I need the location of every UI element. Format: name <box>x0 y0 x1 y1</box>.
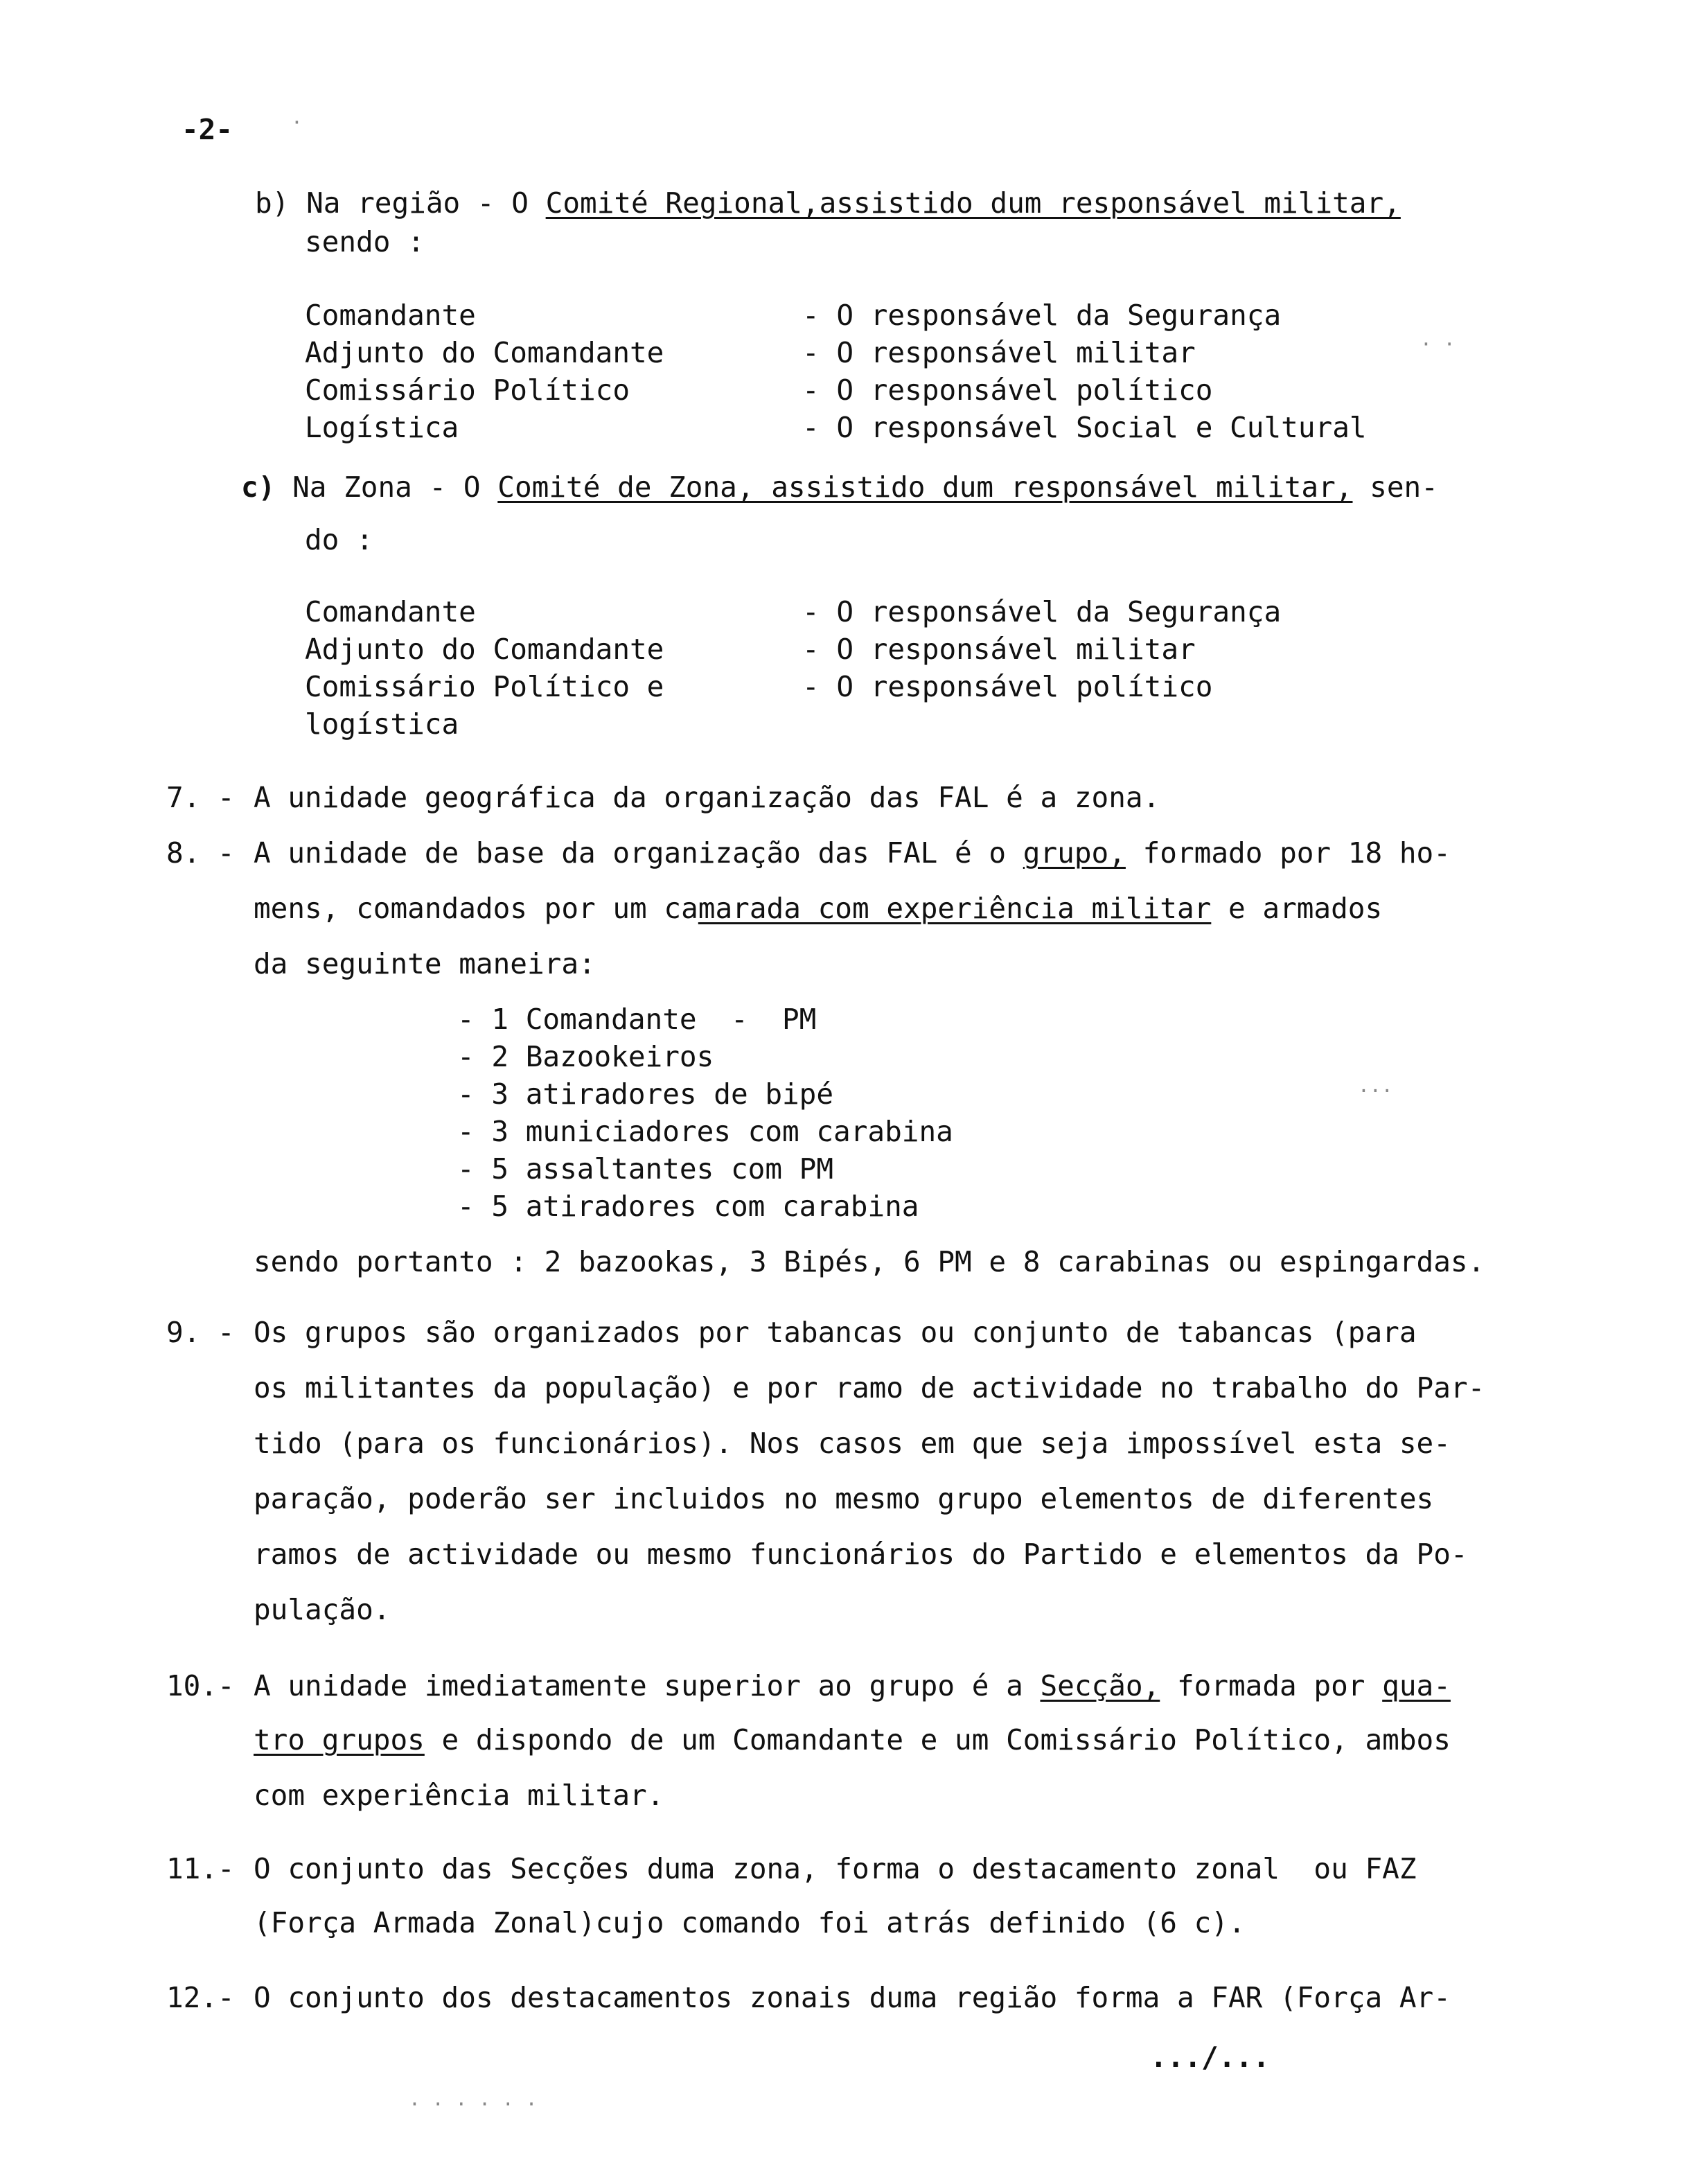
item-text: A unidade geográfica da organização das FAL é a zona. <box>254 781 1160 814</box>
section-b-role-left: Comissário Político <box>305 373 630 407</box>
item-number: 8. - <box>166 836 235 870</box>
item-9-line: tido (para os funcionários). Nos casos em que seja impossível esta se- <box>254 1427 1451 1460</box>
continuation-mark: .../... <box>1150 2041 1270 2074</box>
section-c-line1 <box>241 468 1438 506</box>
section-c-lead: Na Zona - O <box>292 470 498 504</box>
underlined-run: grupo, <box>1023 836 1126 870</box>
section-b-marker: b) <box>255 186 290 220</box>
section-c-role-left: Adjunto do Comandante <box>305 633 664 666</box>
item-10-line3: com experiência militar. <box>254 1779 664 1812</box>
composition-line: - 5 atiradores com carabina <box>457 1190 919 1223</box>
scan-speck: · · <box>1420 333 1456 355</box>
item-number: 9. - <box>166 1316 235 1349</box>
section-c-role-left: Comissário Político e <box>305 670 664 703</box>
section-b-role-left: Comandante <box>305 299 476 332</box>
section-c-marker: c) <box>241 470 276 504</box>
section-c-role-right: - O responsável político <box>802 670 1213 703</box>
item-9-line: paração, poderão ser incluidos no mesmo grupo elementos de diferentes <box>254 1482 1434 1515</box>
scan-speck: ... <box>1358 1074 1393 1097</box>
text-run: formado por 18 ho- <box>1125 836 1451 870</box>
item-number: 7. - <box>166 781 235 814</box>
item-9-line: ramos de actividade ou mesmo funcionários do Partido e elementos da Po- <box>254 1538 1468 1571</box>
item-number: 10.- <box>166 1669 235 1702</box>
section-b-continuation: sendo : <box>305 225 425 258</box>
item-9-line: os militantes da população) e por ramo de actividade no trabalho do Par- <box>254 1371 1485 1404</box>
composition-line: - 1 Comandante - PM <box>457 1003 817 1036</box>
item-10-line1 <box>254 1667 1451 1705</box>
section-c-continuation: do : <box>305 523 373 556</box>
underlined-run: tro grupos <box>254 1723 425 1756</box>
section-c-role-right: - O responsável da Segurança <box>802 595 1282 628</box>
composition-line: - 3 municiadores com carabina <box>457 1115 953 1148</box>
section-c-role-left: logística <box>305 707 459 741</box>
underlined-run: marada com experiência militar <box>698 892 1212 925</box>
section-b-role-left: Logística <box>305 411 459 444</box>
section-b-role-right: - O responsável político <box>802 373 1213 407</box>
item-8-line2 <box>254 890 1382 927</box>
section-c-role-left: Comandante <box>305 595 476 628</box>
text-run: A unidade imediatamente superior ao grupo é a <box>254 1669 1041 1702</box>
section-b-role-right: - O responsável militar <box>802 336 1196 369</box>
section-c-tail: sen- <box>1352 470 1438 504</box>
item-8-line3: da seguinte maneira: <box>254 947 596 980</box>
text-run: e armados <box>1211 892 1383 925</box>
text-run: formada por <box>1160 1669 1383 1702</box>
item-number: 12.- <box>166 1981 235 2014</box>
underlined-run: Secção, <box>1040 1669 1160 1702</box>
page-number: -2- <box>182 113 233 146</box>
section-b-role-left: Adjunto do Comandante <box>305 336 664 369</box>
underlined-run: qua- <box>1382 1669 1451 1702</box>
section-b-role-right: - O responsável da Segurança <box>802 299 1282 332</box>
text-run: A unidade de base da organização das FAL é o <box>254 836 1023 870</box>
item-number: 11.- <box>166 1852 235 1885</box>
text-run: e dispondo de um Comandante e um Comissário Político, ambos <box>424 1723 1451 1756</box>
section-b-underlined: Comité Regional,assistido dum responsável militar, <box>545 186 1401 220</box>
item-8-summary: sendo portanto : 2 bazookas, 3 Bipés, 6 PM e 8 carabinas ou espingardas. <box>254 1245 1485 1278</box>
composition-line: - 2 Bazookeiros <box>457 1040 714 1073</box>
item-9-line: Os grupos são organizados por tabancas ou conjunto de tabancas (para <box>254 1316 1417 1349</box>
item-8-line1 <box>254 834 1451 872</box>
item-9-line: pulação. <box>254 1593 391 1626</box>
composition-line: - 3 atiradores de bipé <box>457 1077 834 1111</box>
scan-speck: · · · · · · <box>409 2093 538 2115</box>
composition-line: - 5 assaltantes com PM <box>457 1152 834 1186</box>
scan-speck: · <box>291 111 303 134</box>
item-11-line: (Força Armada Zonal)cujo comando foi atrás definido (6 c). <box>254 1906 1246 1939</box>
text-run: mens, comandados por um ca <box>254 892 698 925</box>
item-10-line2 <box>254 1721 1451 1759</box>
section-b-lead: Na região - O <box>306 186 546 220</box>
section-c-role-right: - O responsável militar <box>802 633 1196 666</box>
item-12-text: O conjunto dos destacamentos zonais duma região forma a FAR (Força Ar- <box>254 1981 1451 2014</box>
section-b-line1 <box>255 184 1401 222</box>
item-11-line: O conjunto das Secções duma zona, forma o destacamento zonal ou FAZ <box>254 1852 1417 1885</box>
section-c-underlined: Comité de Zona, assistido dum responsável militar, <box>497 470 1353 504</box>
section-b-role-right: - O responsável Social e Cultural <box>802 411 1367 444</box>
